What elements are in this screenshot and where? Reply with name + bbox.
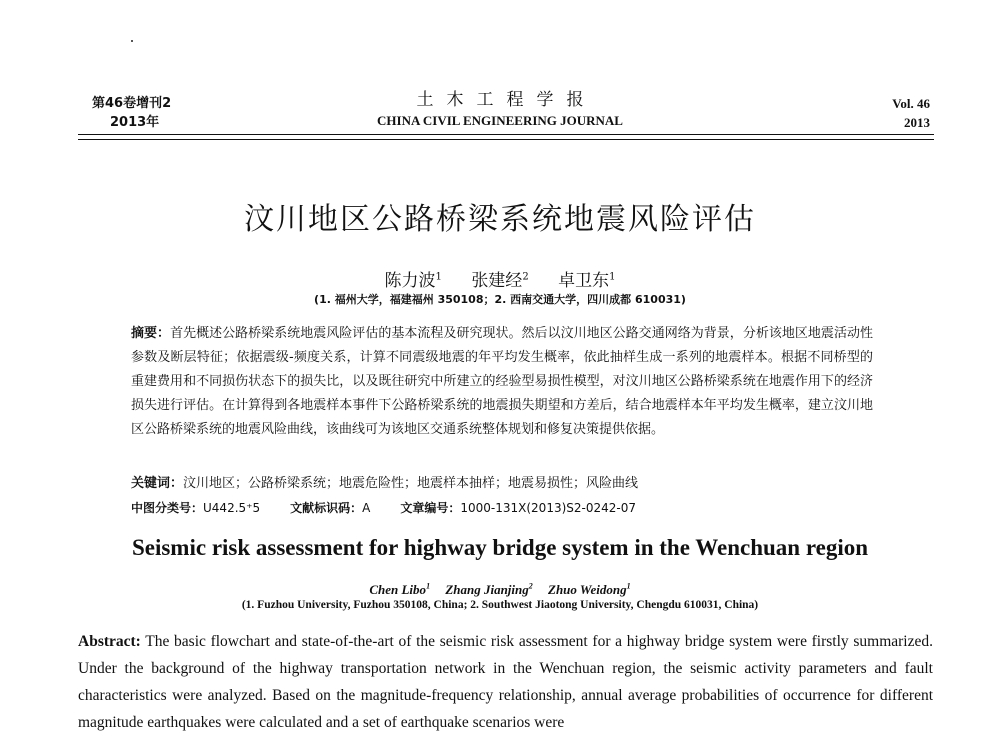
authors-cn	[0, 265, 1000, 293]
author-cn: 陈力波$^1$	[384, 270, 442, 291]
year-en: 2013	[904, 115, 930, 130]
year-cn: 2013年	[110, 115, 160, 130]
journal-name-cn: 土木工程学报	[416, 90, 597, 110]
abstract-cn-text: 首先概述公路桥梁系统地震风险评估的基本流程及研究现状。然后以汶川地区公路交通网络为背景，分析该地区地震活动性参数及断层特征；依据震级-频度关系，计算不同震级地震的年平均发生概率，依此抽样生成一系列的地震样本。根据不同桥型的重建费用和不同损伤状态下的损失比，以及既往研究中所建立的经验型易损性模型，对汶川地区公路桥梁系统在地震作用下的经济损失进行评估。在计算得到各地震样本事件下公路桥梁系统的地震损失期望和方差后，结合地震样本年平均发生概率，建立汶川地区公路桥梁系统的地震风险曲线，该曲线可为该地区交通系统整体规划和修复决策提供依据。	[131, 326, 873, 437]
header-right	[892, 94, 930, 132]
header-center	[300, 88, 700, 130]
volume-en: Vol. 46	[892, 96, 930, 111]
header-rule-thin	[78, 139, 934, 140]
article-no-label: 文章编号：	[400, 501, 461, 515]
author-en: Zhuo Weidong$^1$	[548, 582, 631, 598]
scan-speck	[131, 40, 133, 42]
abstract-en	[78, 628, 933, 736]
classification-line	[131, 496, 891, 520]
author-cn: 张建经$^2$	[471, 270, 529, 291]
paper-title-cn: 汶川地区公路桥梁系统地震风险评估	[244, 202, 756, 237]
abstract-en-text: The basic flowchart and state-of-the-art of the seismic risk assessment for a highway bridge system were firstly summarized. Under the background of the highway transportation network in the Wenchuan region, the seismic activity parameters and fault characteristics were analyzed. Based on the magnitude-frequency relationship, annual average probabilities of occurrence for different magnitude earthquakes were calculated and a set of earthquake scenarios were	[78, 633, 933, 731]
header-left	[92, 94, 171, 132]
doc-code-label: 文献标识码：	[290, 501, 363, 515]
keywords-cn-text: 汶川地区；公路桥梁系统；地震危险性；地震样本抽样；地震易损性；风险曲线	[183, 476, 639, 491]
keywords-cn-label: 关键词：	[131, 476, 184, 491]
author-en: Zhang Jianjing$^2$	[445, 582, 533, 598]
clc-label: 中图分类号：	[131, 501, 204, 515]
affiliations-cn: (1. 福州大学，福建福州 350108；2. 西南交通大学，四川成都 610031)	[314, 293, 686, 306]
author-en: Chen Libo$^1$	[369, 582, 431, 598]
abstract-en-label: Abstract:	[78, 633, 141, 650]
abstract-cn	[131, 322, 873, 442]
journal-name-en: CHINA CIVIL ENGINEERING JOURNAL	[377, 113, 623, 128]
abstract-cn-label: 摘要：	[131, 326, 171, 341]
author-cn: 卓卫东$^1$	[558, 270, 616, 291]
header-rule-thick	[78, 134, 934, 135]
paper-title-en: Seismic risk assessment for highway bridge system in the Wenchuan region	[131, 535, 869, 560]
volume-cn: 第46卷增刊2	[92, 96, 172, 111]
doc-code-value: A	[362, 501, 371, 515]
clc-value: U442.5⁺5	[203, 501, 261, 515]
keywords-cn	[131, 472, 873, 496]
article-no-value: 1000-131X(2013)S2-0242-07	[460, 501, 636, 515]
affiliations-en: (1. Fuzhou University, Fuzhou 350108, China; 2. Southwest Jiaotong University, Chengdu 610031, China)	[241, 599, 759, 611]
